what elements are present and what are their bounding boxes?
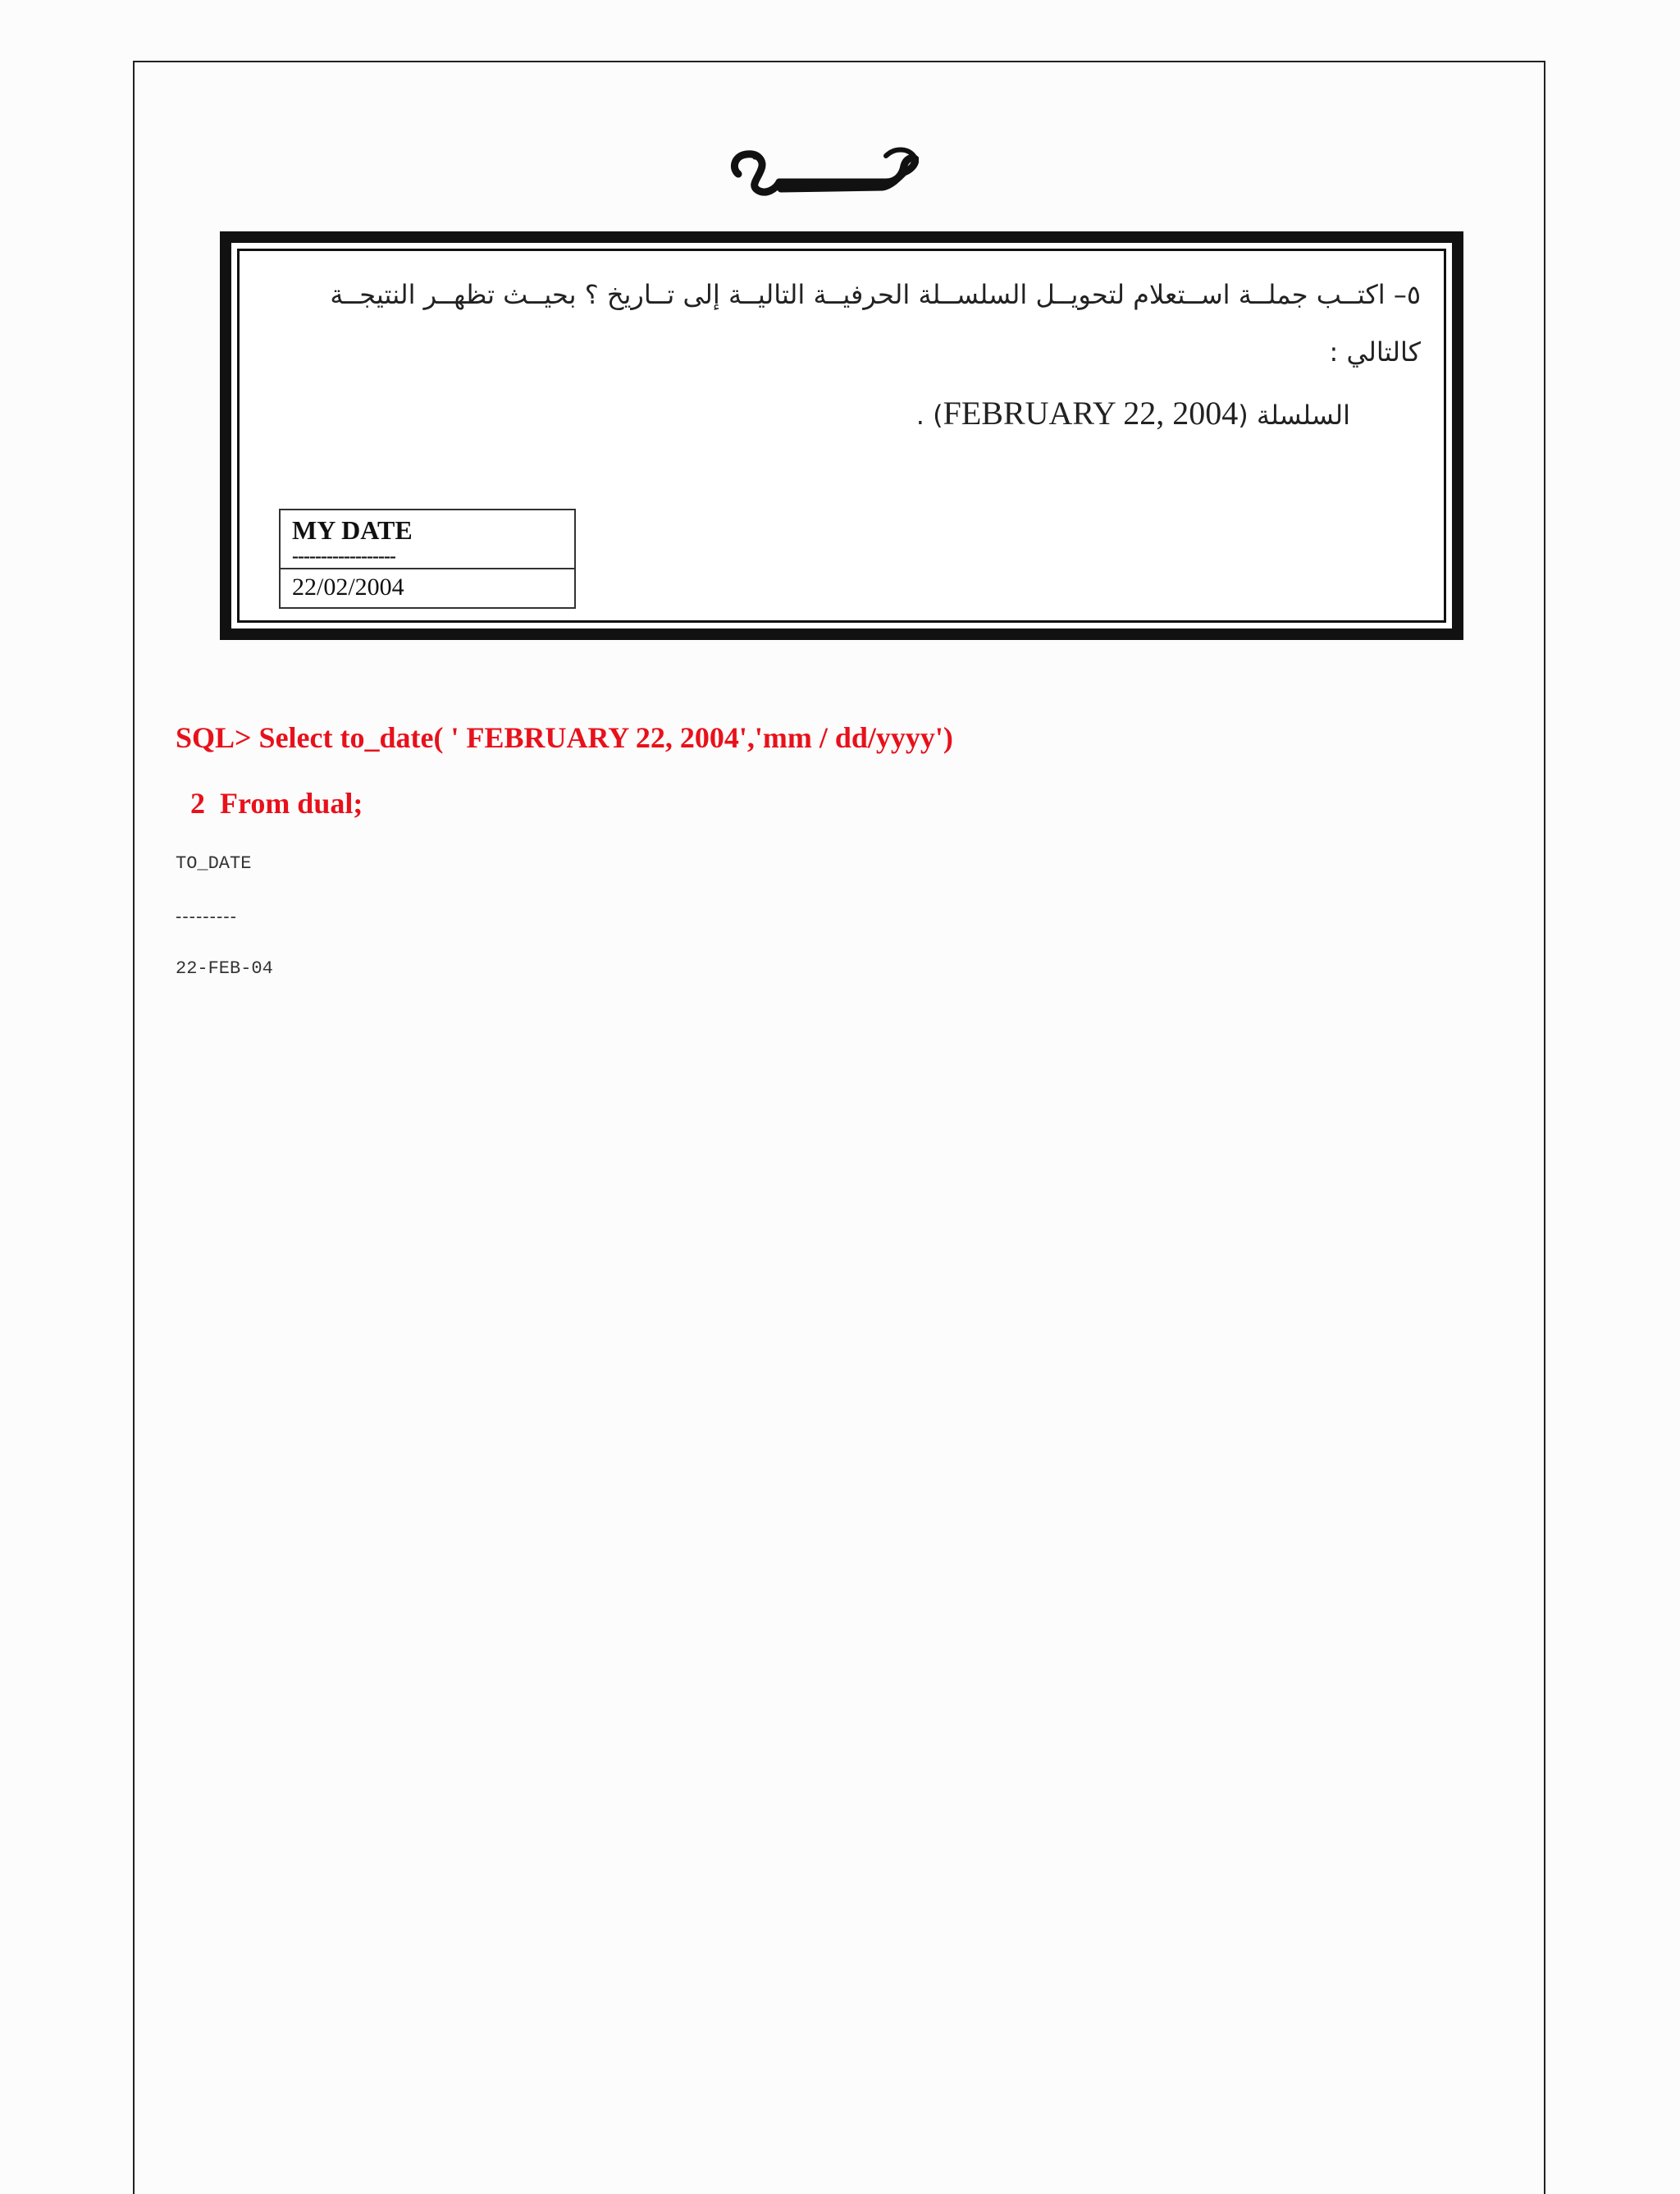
question-string-prefix: السلسلة ( <box>1238 400 1350 431</box>
question-line-3 <box>916 394 1350 432</box>
output-column-header: TO_DATE <box>176 853 252 874</box>
question-line-1: ٥– اكتــب جملــة اســتعلام لتحويــل السلســلة الحرفيــة التاليــة إلى تــاريخ ؟ بحيــث تظهــر النتيجــة <box>330 279 1421 310</box>
heading-calligraphy <box>722 123 919 205</box>
sql-query-line-1: SQL> Select to_date( ' FEBRUARY 22, 2004','mm / dd/yyyy') <box>176 721 953 754</box>
heading-word: حـــل <box>722 123 724 124</box>
question-string-value: FEBRUARY 22, 2004 <box>943 395 1239 432</box>
question-box <box>220 231 1463 640</box>
question-inner <box>231 243 1452 628</box>
question-string-suffix: ) . <box>915 400 943 431</box>
result-column-name: MY DATE <box>292 515 413 545</box>
sql-query-line-2: 2 From dual; <box>176 787 363 820</box>
result-header-dashes: ------------------ <box>292 546 395 567</box>
result-value: 22/02/2004 <box>292 574 404 601</box>
output-separator: --------- <box>176 906 237 926</box>
question-line-2: كالتالي : <box>1329 336 1421 368</box>
result-header <box>281 510 574 569</box>
expected-result-table <box>279 509 576 609</box>
output-value: 22-FEB-04 <box>176 958 273 979</box>
